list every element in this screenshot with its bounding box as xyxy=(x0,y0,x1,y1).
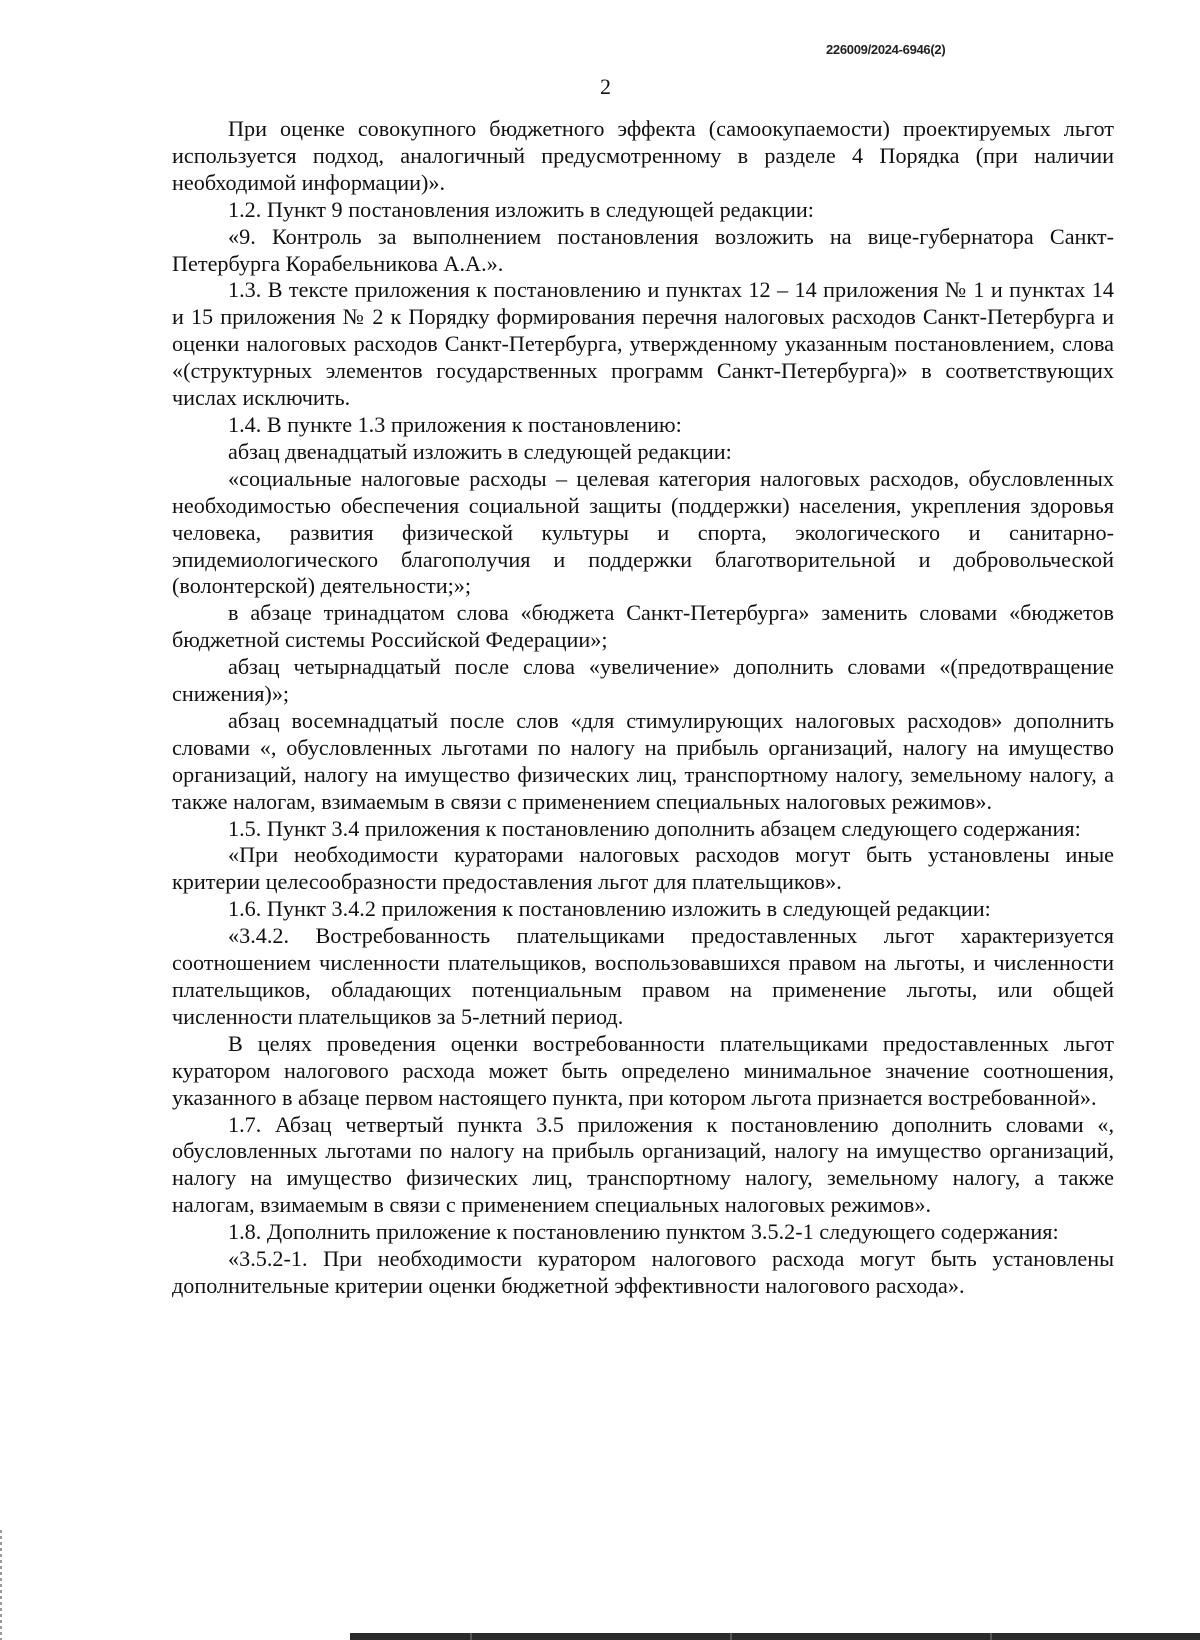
paragraph-curators-criteria: «При необходимости кураторами налоговых расходов могут быть установлены иные критерии целесообразности предоставления льгот для плательщиков». xyxy=(172,842,1114,895)
paragraph-1-4: 1.4. В пункте 1.3 приложения к постановлению: xyxy=(228,411,682,437)
scan-bottom-edge-artifact xyxy=(350,1633,1200,1640)
document-body xyxy=(172,116,1114,1300)
paragraph-self-payback-approach: При оценке совокупного бюджетного эффекта (самоокупаемости) проектируемых льгот используется подход, аналогичный предусмотренному в разделе 4 Порядка (при наличии необходимой информации)». xyxy=(172,116,1114,195)
paragraph-demand-assessment: В целях проведения оценки востребованности плательщиками предоставленных льгот куратором налогового расхода может быть определено минимальное значение соотношения, указанного в абзаце первом настоящего пункта, при котором льгота признается востребованной». xyxy=(172,1030,1114,1110)
paragraph-3-4-2: «3.4.2. Востребованность плательщиками предоставленных льгот характеризуется соотношением численности плательщиков, воспользовавшихся правом на льготы, и численности плательщиков, обладающих потенциальным правом на применение льготы, или общей численности плательщиков за 5-летний период. xyxy=(172,923,1114,1029)
paragraph-abzac-18: абзац восемнадцатый после слов «для стимулирующих налоговых расходов» дополнить словами «, обусловленных льготами по налогу на прибыль организаций, налогу на имущество организаций, налогу на имущество физических лиц, транспортному налогу, земельному налогу, а также налогам, взимаемым в связи с применением специальных налоговых режимов». xyxy=(172,707,1114,814)
paragraph-1-7: 1.7. Абзац четвертый пункта 3.5 приложения к постановлению дополнить словами «, обусловленных льготами по налогу на прибыль организаций, налогу на имущество организаций, налогу на имущество физических лиц, транспортному налогу, земельному налогу, а также налогам, взимаемым в связи с применением специальных налоговых режимов». xyxy=(172,1111,1114,1218)
paragraph-1-8: 1.8. Дополнить приложение к постановлению пунктом 3.5.2-1 следующего содержания: xyxy=(228,1219,1059,1245)
paragraph-item-9-control: «9. Контроль за выполнением постановления возложить на вице-губернатора Санкт-Петербурга Корабельникова А.А.». xyxy=(172,223,1114,276)
paragraph-1-6: 1.6. Пункт 3.4.2 приложения к постановлению изложить в следующей редакции: xyxy=(228,896,991,922)
paragraph-abzac-13: в абзаце тринадцатом слова «бюджета Санкт-Петербурга» заменить словами «бюджетов бюджетной системы Российской Федерации»; xyxy=(172,600,1114,653)
paragraph-abzac-14: абзац четырнадцатый после слова «увеличение» дополнить словами «(предотвращение снижения)»; xyxy=(172,654,1114,707)
paragraph-3-5-2-1: «3.5.2-1. При необходимости куратором налогового расхода могут быть установлены дополнительные критерии оценки бюджетной эффективности налогового расхода». xyxy=(172,1246,1114,1298)
paragraph-1-2: 1.2. Пункт 9 постановления изложить в следующей редакции: xyxy=(228,196,814,222)
paragraph-abzac-12-intro: абзац двенадцатый изложить в следующей редакции: xyxy=(228,438,732,464)
paragraph-1-3: 1.3. В тексте приложения к постановлению и пунктах 12 – 14 приложения № 1 и пунктах 14 и 15 приложения № 2 к Порядку формирования перечня налоговых расходов Санкт-Петербурга и оценки налоговых расходов Санкт-Петербурга, утвержденному указанным постановлением, слова «(структурных элементов государственных программ Санкт-Петербурга)» в соответствующих числах исключить. xyxy=(172,277,1114,411)
paragraph-1-5: 1.5. Пункт 3.4 приложения к постановлению дополнить абзацем следующего содержания: xyxy=(228,815,1081,841)
scan-left-edge-artifact xyxy=(0,1530,2,1640)
document-registration-number: 226009/2024-6946(2) xyxy=(826,42,946,57)
paragraph-social-tax-expenses: «социальные налоговые расходы – целевая категория налоговых расходов, обусловленных необходимостью обеспечения социальной защиты (поддержки) населения, укрепления здоровья человека, развития физической культуры и спорта, экологического и санитарно-эпидемиологического благополучия и поддержки благотворительной и добровольческой (волонтерской) деятельности;»; xyxy=(172,465,1114,599)
page-number: 2 xyxy=(600,74,611,99)
